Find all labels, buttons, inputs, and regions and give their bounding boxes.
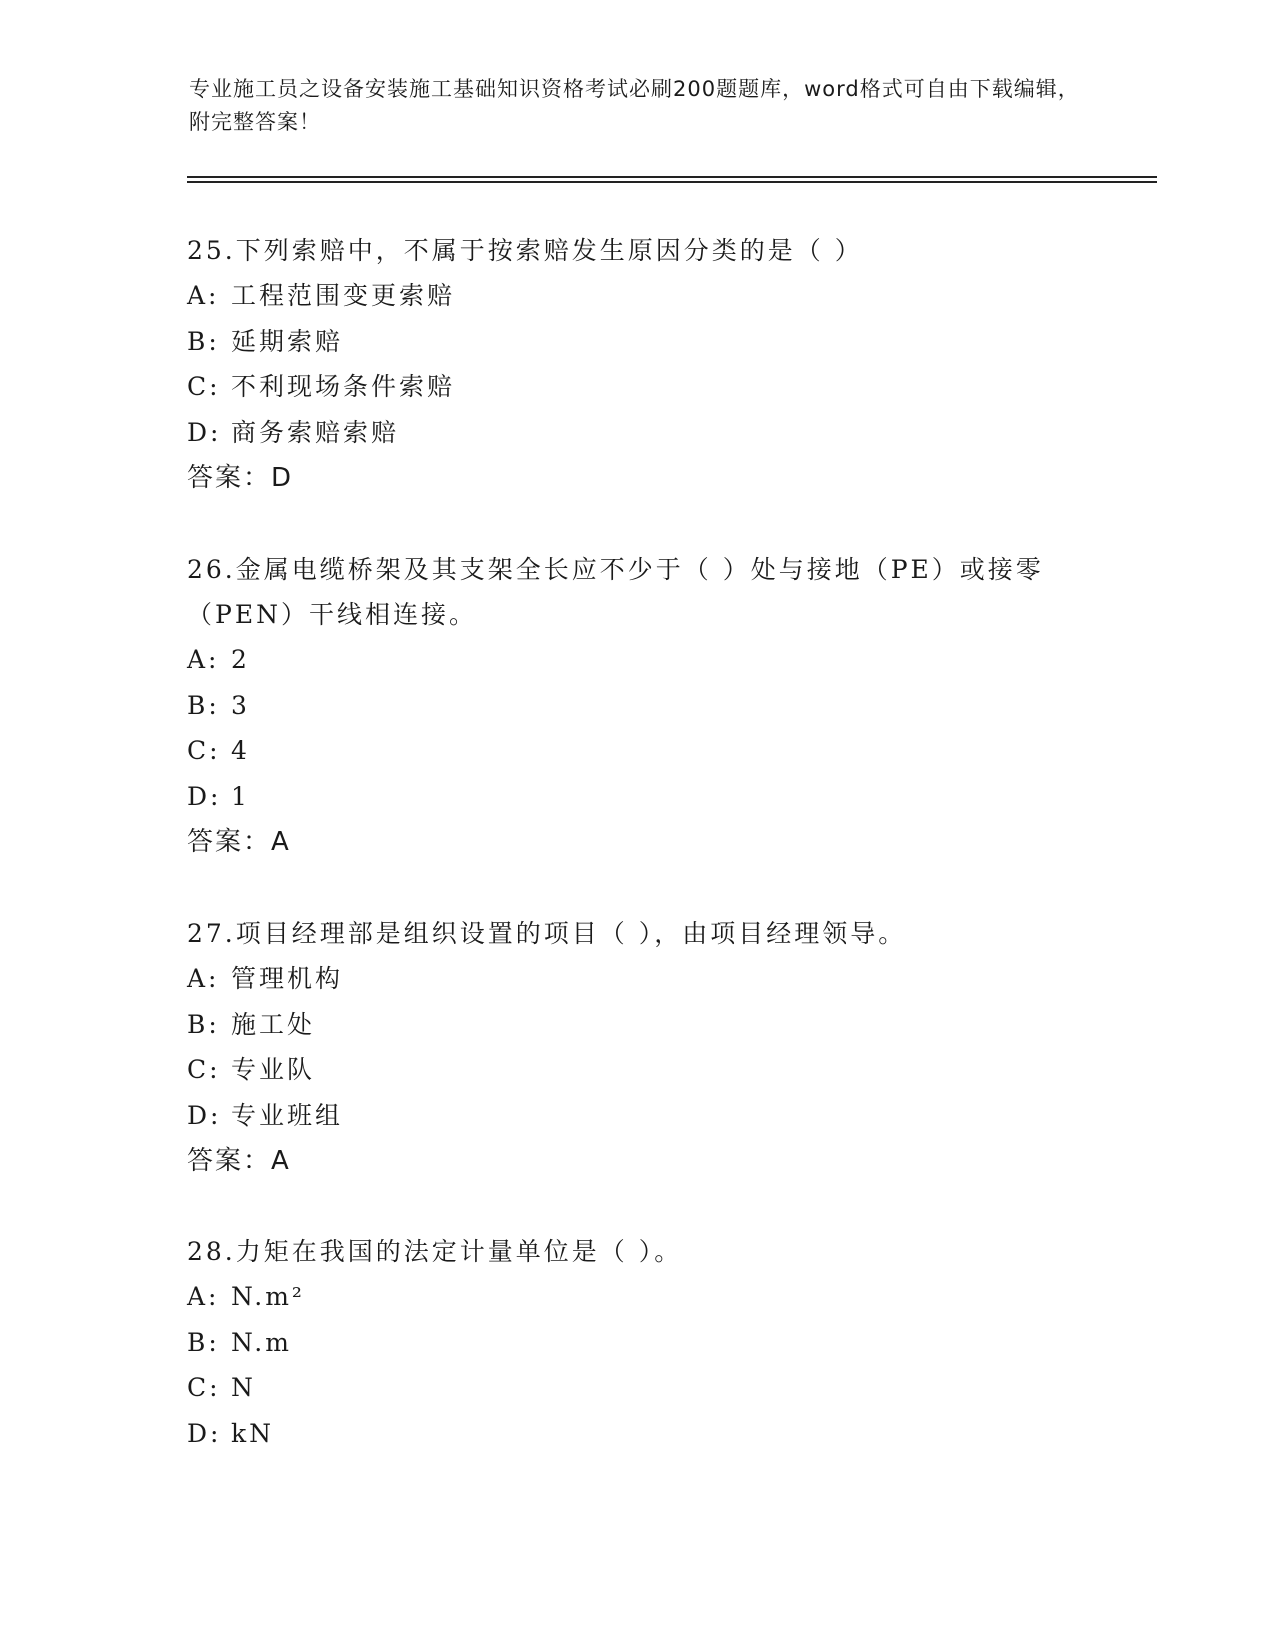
option-label: A:	[187, 964, 220, 993]
option-a	[187, 1274, 1107, 1320]
option-label: D:	[187, 781, 222, 811]
option-text: kN	[231, 1418, 275, 1448]
answer-line: 答案：D	[187, 463, 294, 493]
header-divider-top	[187, 176, 1157, 178]
option-text: 商务索赔索赔	[231, 417, 400, 447]
option-text: 1	[231, 781, 250, 811]
option-c	[187, 1365, 1107, 1411]
option-text: 专业队	[231, 1055, 316, 1084]
option-text: 施工处	[231, 1009, 316, 1039]
option-b	[187, 683, 1107, 729]
option-a	[187, 956, 1107, 1002]
option-b	[187, 1002, 1107, 1048]
option-text: N.m²	[231, 1282, 305, 1311]
option-a	[187, 637, 1107, 683]
option-label: A:	[187, 1282, 220, 1311]
option-text: 延期索赔	[231, 326, 344, 356]
option-label: B:	[187, 326, 220, 356]
option-a	[187, 273, 1107, 319]
option-text: 专业班组	[231, 1100, 344, 1130]
question-27	[187, 911, 1107, 1184]
question-stem: 27.项目经理部是组织设置的项目（ ），由项目经理领导。	[187, 919, 907, 948]
option-label: C:	[187, 1055, 221, 1084]
option-label: D:	[187, 1100, 222, 1130]
question-stem: 26.金属电缆桥架及其支架全长应不少于（ ）处与接地（PE）或接零（PEN）干线相连接。	[187, 555, 1044, 629]
option-c	[187, 728, 1107, 774]
option-text: 3	[231, 690, 250, 720]
question-28	[187, 1229, 1107, 1456]
option-text: 不利现场条件索赔	[231, 372, 456, 401]
option-text: 2	[231, 645, 250, 674]
option-d	[187, 1411, 1107, 1457]
answer-line: 答案：A	[187, 1146, 291, 1176]
option-label: B:	[187, 1327, 220, 1357]
header-divider-bottom	[187, 181, 1157, 183]
answer-line: 答案：A	[187, 827, 291, 857]
option-label: D:	[187, 1418, 222, 1448]
option-text: 管理机构	[231, 964, 344, 993]
option-label: A:	[187, 645, 220, 674]
option-b	[187, 319, 1107, 365]
question-stem: 25.下列索赔中，不属于按索赔发生原因分类的是（ ）	[187, 236, 863, 265]
option-label: D:	[187, 417, 222, 447]
question-25	[187, 228, 1107, 501]
option-label: A:	[187, 281, 220, 310]
question-stem: 28.力矩在我国的法定计量单位是（ ）。	[187, 1237, 683, 1266]
option-c	[187, 364, 1107, 410]
option-b	[187, 1320, 1107, 1366]
option-c	[187, 1047, 1107, 1093]
document-header: 专业施工员之设备安装施工基础知识资格考试必刷200题题库，word格式可自由下载编辑，附完整答案！	[189, 77, 1080, 134]
option-d	[187, 1093, 1107, 1139]
question-26	[187, 547, 1107, 865]
option-label: C:	[187, 736, 221, 765]
option-text: 4	[231, 736, 250, 765]
option-label: C:	[187, 372, 221, 401]
option-d	[187, 774, 1107, 820]
option-label: B:	[187, 690, 220, 720]
option-label: C:	[187, 1373, 221, 1402]
option-text: N.m	[231, 1327, 292, 1357]
option-text: 工程范围变更索赔	[231, 281, 456, 310]
option-label: B:	[187, 1009, 220, 1039]
option-d	[187, 410, 1107, 456]
option-text: N	[231, 1373, 256, 1402]
